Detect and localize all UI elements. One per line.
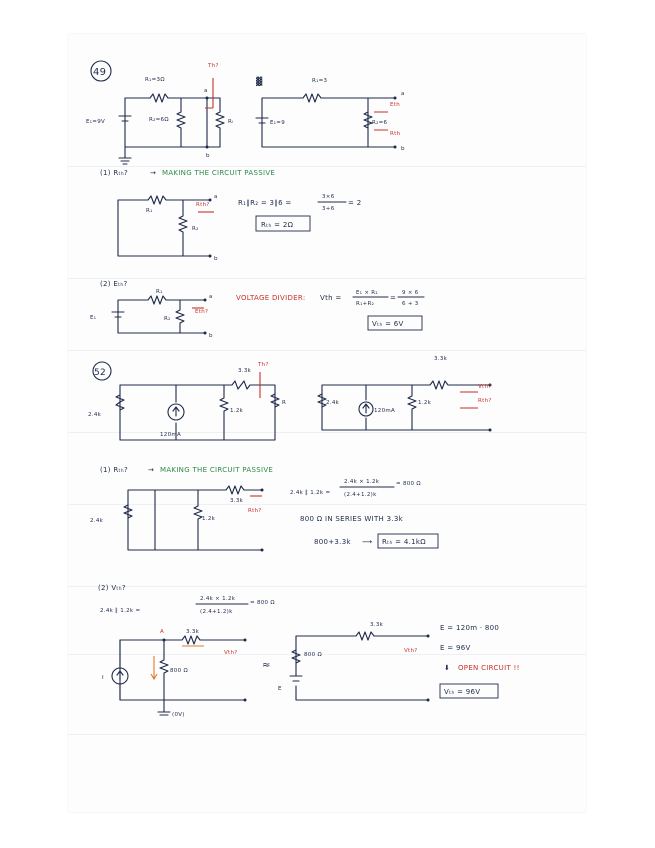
p52-s1-green: MAKING THE CIRCUIT PASSIVE (160, 466, 274, 474)
node-a4: a (209, 294, 213, 300)
s2-eth: Eth? (195, 309, 209, 315)
s2-fb: R₁+R₂ (356, 301, 375, 307)
circuit-49-eth (90, 289, 213, 339)
p52-s2-e-calc: E = 120m · 800 (440, 624, 500, 632)
p52-s2-gnd: (0V) (172, 712, 185, 718)
p52-r33: 3.3k (238, 368, 252, 374)
p52-s1-r24: 2.4k (90, 518, 104, 524)
p52-i: 120mA (160, 432, 182, 438)
e1b-label: E₁=9 (270, 120, 285, 126)
p52-th: Th? (258, 362, 269, 368)
p52-s1-fb: (2.4+1.2)k (344, 492, 377, 498)
p52-s2-r33b: 3.3k (370, 622, 384, 628)
node-b3: b (214, 256, 218, 262)
down-arrow-icon: ⬇ (444, 664, 451, 672)
p52-s1-series: 800 Ω IN SERIES WITH 3.3k (300, 515, 404, 523)
p52-s2-i: I (102, 675, 104, 681)
arrow-glyph-2: → (148, 466, 155, 474)
node-b2: b (401, 146, 405, 152)
p52-rth: Rth? (478, 398, 492, 404)
s1-result: = 2 (348, 199, 362, 207)
s2-r1: R₁ (156, 289, 163, 295)
s2-fb2: 6 + 3 (402, 301, 419, 307)
circuit-52-passive (90, 486, 264, 552)
r1-label: R₁=3Ω (145, 77, 165, 83)
r2b-label: R₂=6 (372, 120, 388, 126)
p52-s1-eq: = 800 Ω (396, 481, 421, 487)
p52-s2-eq: = 800 Ω (250, 600, 275, 606)
arrow-glyph-3: ⟶ (362, 538, 373, 546)
s1-heading: (1) Rₜₕ? (100, 169, 129, 177)
p52-s1-r33: 3.3k (230, 498, 244, 504)
eq-glyph: = (390, 294, 397, 302)
problem-49 (86, 61, 520, 718)
p52-s1-sum: 800+3.3k (314, 538, 351, 546)
p52-r24b: 2.4k (326, 400, 340, 406)
rth-label: Rth (390, 131, 401, 137)
p52-s1-heading: (1) Rₜₕ? (100, 466, 129, 474)
s1-r1: R₁ (146, 208, 153, 214)
p52-s2-r800: 800 Ω (170, 668, 188, 674)
s1-answer: Rₜₕ = 2Ω (261, 221, 294, 229)
problem-52 (88, 356, 520, 718)
s1-rth: Rth? (196, 202, 210, 208)
p52-s2-vth: Vth? (224, 650, 238, 656)
s2-voltage-divider: VOLTAGE DIVIDER: (236, 294, 306, 302)
circuit-49-original (86, 63, 424, 339)
s2-vth: Vth = (320, 294, 342, 302)
s1-frac-bot: 3+6 (322, 206, 335, 212)
p52-ib: 120mA (374, 408, 396, 414)
s2-e1: E₁ (90, 315, 97, 321)
s2-ft2: 9 × 6 (402, 290, 419, 296)
s2-heading: (2) Eₜₕ? (100, 280, 128, 288)
circuit-49-passive (118, 194, 218, 262)
p52-s2-open: OPEN CIRCUIT !! (458, 664, 520, 672)
circuit-52-equiv-source (278, 622, 430, 702)
s2-ft: E₁ × R₂ (356, 290, 378, 296)
s2-answer: Vₜₕ = 6V (372, 320, 404, 328)
p52-r12: 1.2k (230, 408, 244, 414)
p52-s2-r33: 3.3k (186, 629, 200, 635)
s1-frac-top: 3×6 (322, 194, 335, 200)
p52-rl: R (282, 400, 287, 406)
node-b: b (206, 153, 210, 159)
problem-52-number: 52 (94, 368, 107, 378)
p52-s1-ft: 2.4k × 1.2k (344, 479, 380, 485)
s1-r2: R₂ (192, 226, 199, 232)
circuit-52-thevenin (318, 356, 492, 432)
p52-s2-ft: 2.4k × 1.2k (200, 596, 236, 602)
circuit-49-thevenin (256, 78, 405, 152)
r2-label: R₂=6Ω (149, 117, 169, 123)
node-a2: a (401, 91, 405, 97)
p52-s2-r800b: 800 Ω (304, 652, 322, 658)
p52-s2-calc: 2.4k ∥ 1.2k = (100, 608, 141, 614)
p52-s2-e-val: E = 96V (440, 644, 471, 652)
p52-s1-r12: 1.2k (202, 516, 216, 522)
p52-s1-calc: 2.4k ∥ 1.2k = (290, 490, 331, 496)
s2-r2: R₂ (164, 316, 171, 322)
p52-s2-heading: (2) Vₜₕ? (98, 584, 126, 592)
p52-r33b: 3.3k (434, 356, 448, 362)
p52-s1-rth: Rth? (248, 508, 262, 514)
p52-s2-fb: (2.4+1.2)k (200, 609, 233, 615)
p52-s2-vth2: Vth? (404, 648, 418, 654)
node-a3: a (214, 194, 218, 200)
p52-r12b: 1.2k (418, 400, 432, 406)
p52-s2-answer: Vₜₕ = 96V (444, 688, 481, 696)
circuit-52-original (88, 362, 286, 440)
th-label: Th? (208, 63, 219, 69)
s1-green-note: MAKING THE CIRCUIT PASSIVE (162, 169, 276, 177)
p52-s2-e: E (278, 686, 282, 692)
s1-calc: R₁∥R₂ = 3∥6 = (238, 199, 292, 207)
circuit-52-vth (102, 629, 247, 718)
problem-number: 49 (93, 67, 107, 78)
rl-label: Rₗ (228, 119, 234, 125)
eth-label: Eth (390, 102, 401, 108)
node-b4: b (209, 333, 213, 339)
r1b-label: R₁=3 (312, 78, 328, 84)
p52-vth: Vth? (478, 384, 492, 390)
p52-s1-answer: Rₜₕ = 4.1kΩ (382, 538, 426, 546)
scribble: ▓ (256, 77, 263, 86)
e1-label: E₁=9V (86, 119, 106, 125)
p52-s2-approx: ≈ (262, 660, 271, 671)
node-A: A (160, 629, 165, 635)
node-a: a (204, 88, 208, 94)
p52-r24: 2.4k (88, 412, 102, 418)
arrow-glyph: → (150, 169, 157, 177)
